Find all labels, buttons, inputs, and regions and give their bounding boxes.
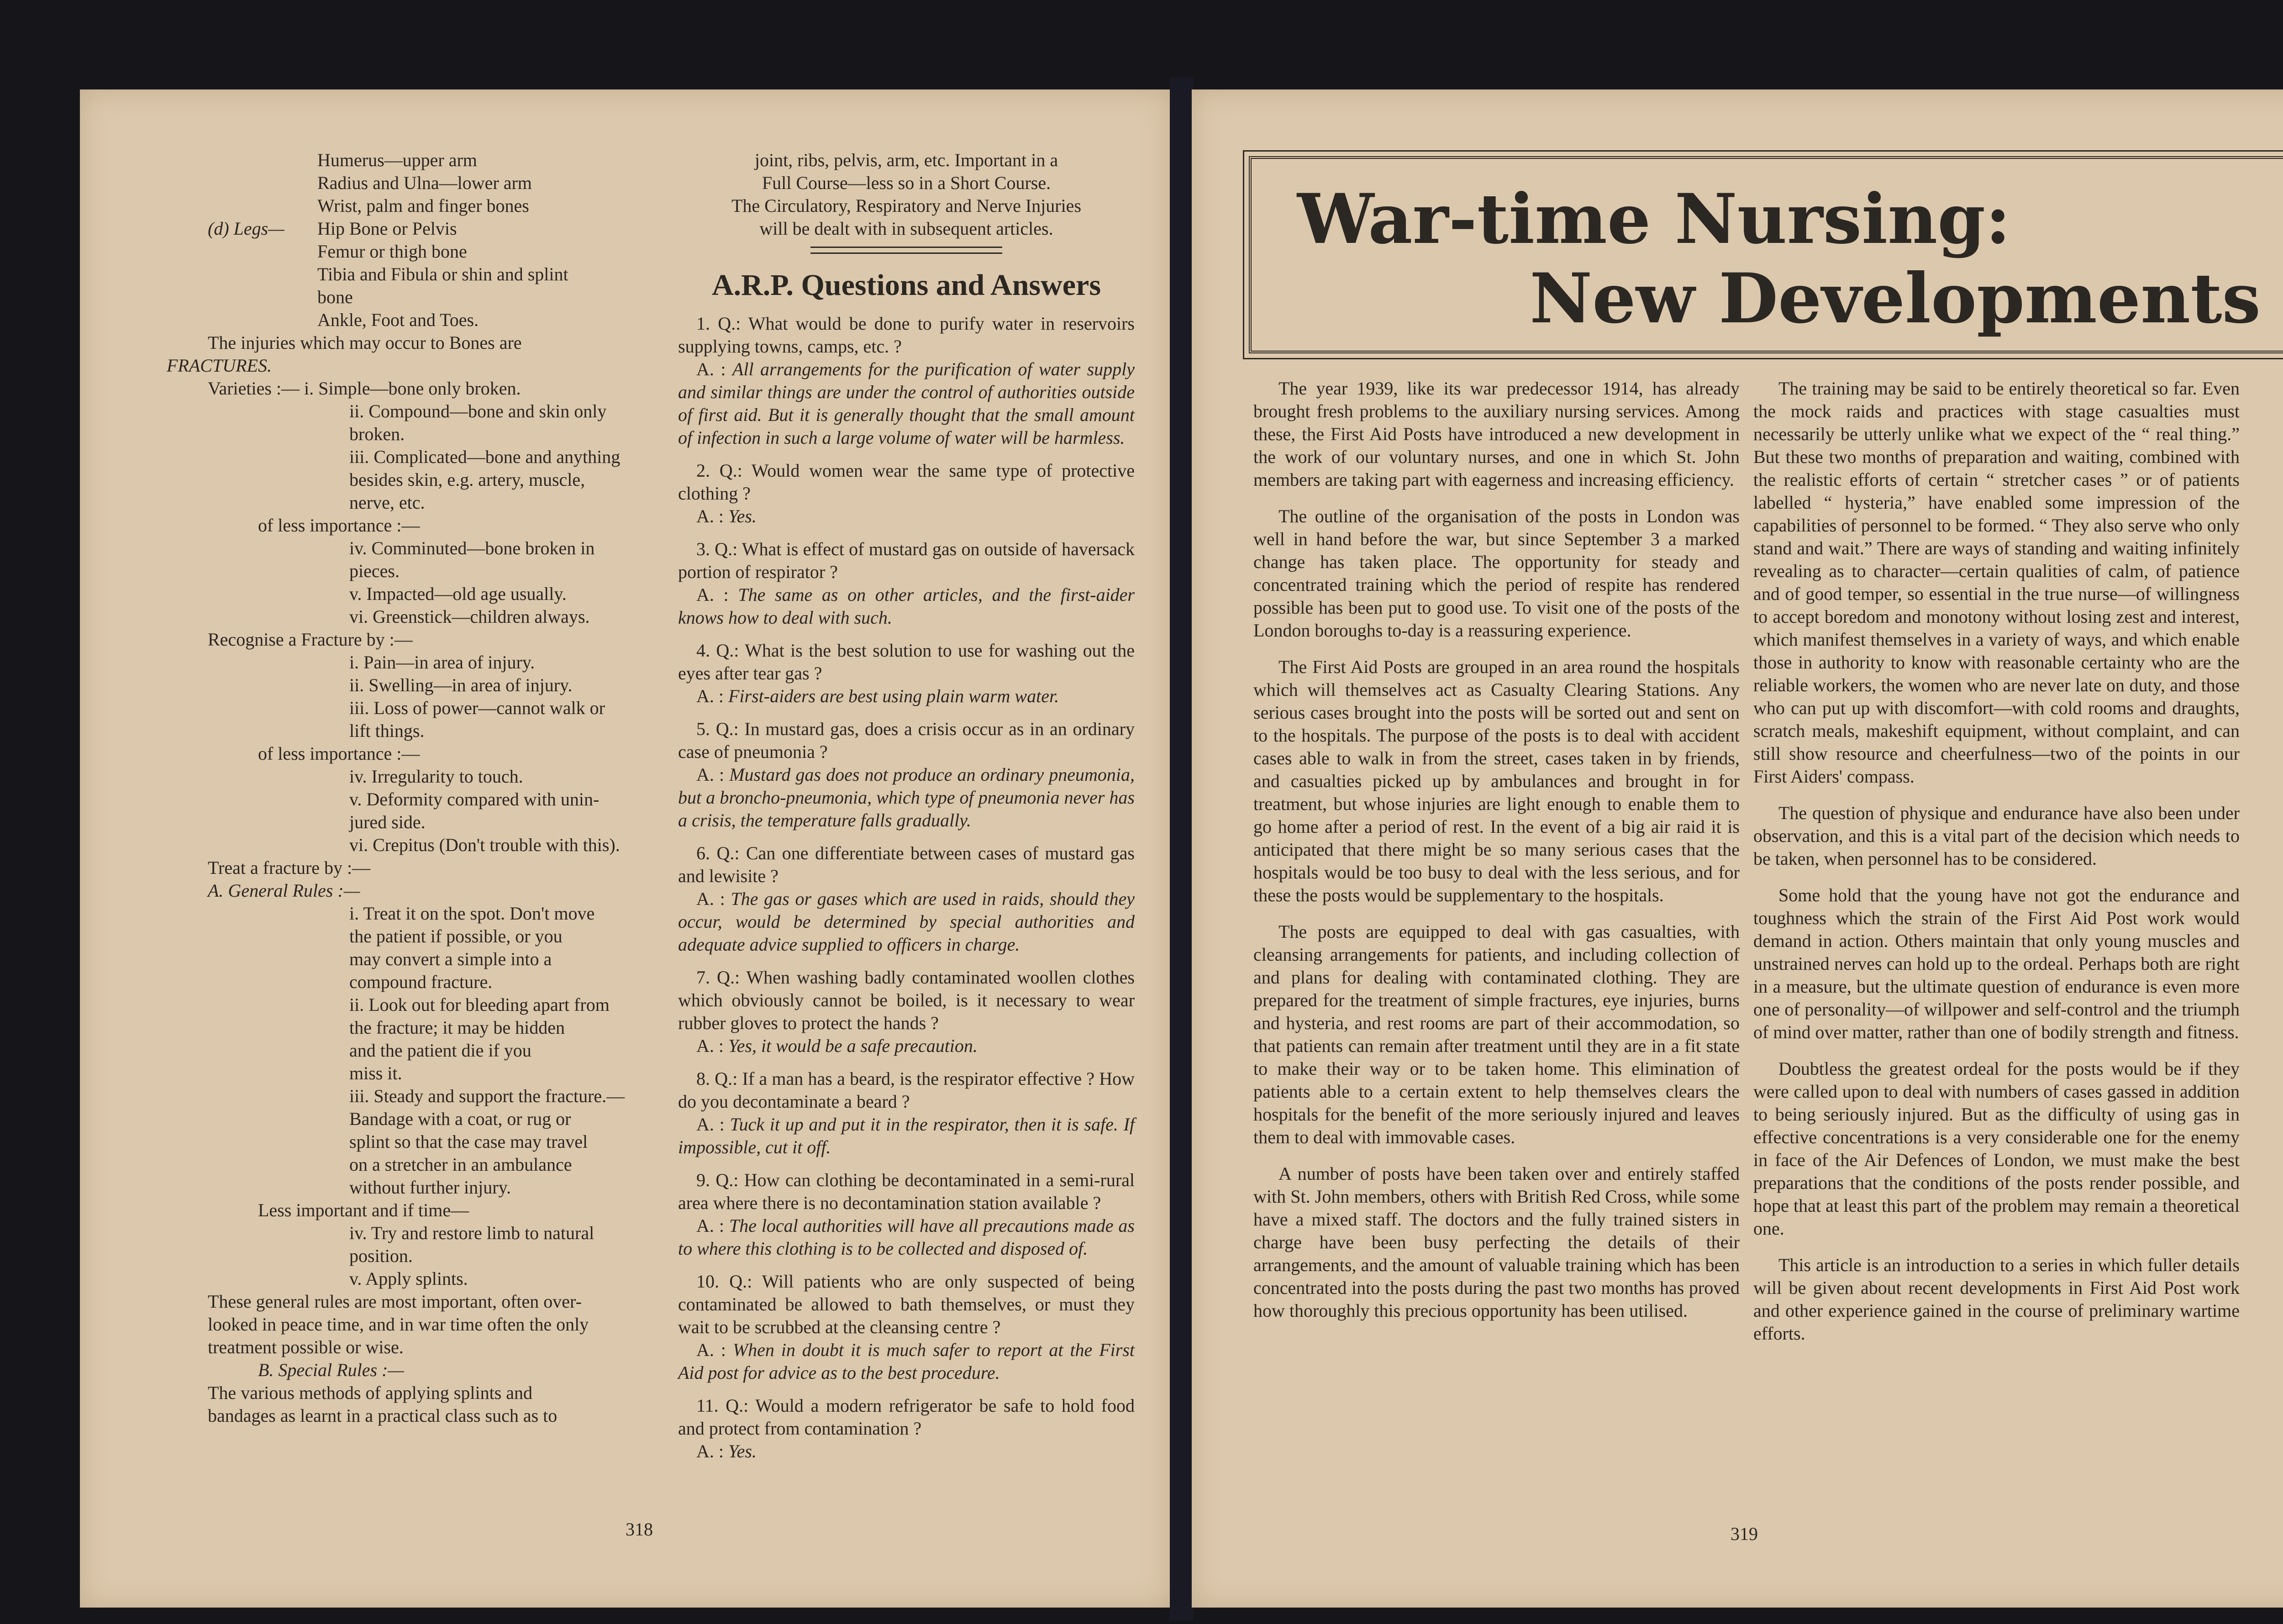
answer-text: First-aiders are best using plain warm water. (728, 686, 1059, 706)
intro-line: The Circulatory, Respiratory and Nerve Injuries (731, 195, 1082, 216)
text-line: splint so that the case may travel (349, 1131, 588, 1152)
text-line: v. Impacted—old age usually. (349, 583, 567, 604)
intro-line: will be dealt with in subsequent articles. (759, 218, 1053, 239)
text-line: i. Treat it on the spot. Don't move (349, 903, 595, 924)
article-paragraph: This article is an introduction to a series in which fuller details will be given about recent developments in First Aid Post work and other experience gained in the course of preliminary wartime efforts. (1753, 1255, 2240, 1344)
text-line: iii. Complicated—bone and anything (349, 447, 621, 467)
article-paragraph: The posts are equipped to deal with gas casualties, with cleansing arrangements for patients, and including collection of and plans for dealing with contaminated clothing. They are prepared for the treatment of simple fractures, eye injuries, burns and hysteria, and rest rooms are part of their accommodation, so that patients can remain after treatment until they are in a fit state to make their way or to be taken home. This elimination of patients able to a certain extent to help themselves clears the hospitals for the benefit of the more seriously injured and leaves them to deal with immovable cases. (1253, 921, 1740, 1147)
answer (678, 1113, 1135, 1159)
answer-prefix: A. : (696, 1340, 733, 1360)
answer-text: Yes, it would be a safe precaution. (728, 1035, 978, 1056)
text-line: bandages as learnt in a practical class such as to (208, 1405, 558, 1426)
text-line: v. Apply splints. (349, 1268, 468, 1289)
article-paragraph: The outline of the organisation of the posts in London was well in hand before the war, but since September 3 a marked change has taken place. The opportunity for steady and concentrated training which the period of respite has rendered possible has been put to good use. To visit one of the posts of the London boroughs to-day is a reassuring experience. (1253, 506, 1740, 641)
text-line: pieces. (349, 561, 400, 581)
answer (678, 505, 1135, 528)
answer-text: The gas or gases which are used in raids, should they occur, would be determined by special authorities and adequate advice supplied to officers in charge. (678, 888, 1135, 955)
text-line: Bandage with a coat, or rug or (349, 1109, 571, 1129)
text-line: without further injury. (349, 1177, 511, 1198)
left-column-arp (678, 149, 1135, 1463)
article-paragraph: The training may be said to be entirely theoretical so far. Even the mock raids and practices with stage casualties must necessarily be utterly unlike what we expect of the “ real thing.” But these two months of preparation and waiting, combined with the realistic efforts of certain “ stretcher cases ” or of patients labelled “ hysteria,” have enabled some impression of the capabilities of personnel to be formed. “ They also serve who only stand and wait.” There are ways of standing and waiting infinitely revealing as to character—certain qualities of calm, of patience and of good temper, so essential in the true nurse—of willingness to accept boredom and monotony without losing zest and interest, which manifest themselves in a variety of ways, and which enable those in authority to know with reasonable certainty who are the reliable workers, the women who are never late on duty, and those who can put up with discomfort—with cold rooms and draughts, scratch meals, makeshift equipment, without complaint, and can still show resource and cheerfulness—two of the points in our First Aiders' compass. (1753, 378, 2240, 787)
article-title-box (1249, 156, 2283, 353)
text-line: A. General Rules :— (208, 880, 360, 901)
text-line: Wrist, palm and finger bones (317, 195, 529, 216)
question: 5. Q.: In mustard gas, does a crisis occur as in an ordinary case of pneumonia ? (678, 719, 1135, 762)
question: 11. Q.: Would a modern refrigerator be safe to hold food and protect from contamination ? (678, 1395, 1135, 1439)
text-line: compound fracture. (349, 972, 493, 992)
text-line: Recognise a Fracture by :— (208, 629, 413, 650)
answer-prefix: A. : (696, 584, 738, 605)
text-line: iv. Comminuted—bone broken in (349, 538, 595, 558)
answer-prefix: A. : (696, 686, 728, 706)
article-paragraph: The question of physique and endurance have also been under observation, and this is a vital part of the decision which needs to be taken, when personnel has to be considered. (1753, 803, 2240, 869)
text-line: treatment possible or wise. (208, 1337, 404, 1357)
article-column-2 (1753, 377, 2240, 1345)
text-line: v. Deformity compared with unin- (349, 789, 600, 809)
answer-text: The local authorities will have all precautions made as to where this clothing is to be collected and disposed of. (678, 1215, 1135, 1259)
answer-prefix: A. : (696, 1441, 728, 1461)
text-line: of less importance :— (258, 743, 420, 764)
answer-text: Yes. (728, 506, 757, 526)
question: 2. Q.: Would women wear the same type of protective clothing ? (678, 460, 1135, 504)
text-line: i. Pain—in area of injury. (349, 652, 535, 673)
text-line: of less importance :— (258, 515, 420, 536)
left-page (80, 89, 1171, 1608)
text-line: B. Special Rules :— (258, 1360, 404, 1380)
text-line: Radius and Ulna—lower arm (317, 173, 532, 193)
text-line (167, 217, 696, 240)
text-line: These general rules are most important, often over- (208, 1291, 582, 1312)
text-line: The various methods of applying splints and (208, 1382, 533, 1403)
question: 1. Q.: What would be done to purify water in reservoirs supplying towns, camps, etc. ? (678, 313, 1135, 357)
text-line: Less important and if time— (258, 1200, 469, 1220)
double-rule (810, 247, 1002, 254)
answer-text: Tuck it up and put it in the respirator, then it is safe. If impossible, cut it off. (678, 1114, 1135, 1157)
text-line: ii. Compound—bone and skin only (349, 401, 607, 421)
article-paragraph: A number of posts have been taken over and entirely staffed with St. John members, others with British Red Cross, while some have a mixed staff. The doctors and the fully trained sisters in charge have been busy perfecting the details of their arrangements, and the amount of valuable training which has been concentrated into the posts during the past two months has proved how thoroughly this precious opportunity has been utilised. (1253, 1163, 1740, 1321)
answer-prefix: A. : (696, 888, 731, 909)
text-line: nerve, etc. (349, 492, 425, 513)
text-line: Tibia and Fibula or shin and splint (317, 264, 568, 284)
article-paragraph: Doubtless the greatest ordeal for the posts would be if they were called upon to deal with numbers of cases gassed in addition to being seriously injured. But as the difficulty of using gas in effective concentrations is a very considerable one for the enemy in face of the Air Defences of London, we must make the best preparations that the conditions of the posts render possible, and hope that at least this part of the problem may remain a theoretical one. (1753, 1058, 2240, 1239)
page-number: 318 (626, 1519, 653, 1540)
page-number: 319 (1731, 1524, 1758, 1544)
answer (678, 888, 1135, 956)
text-line: lift things. (349, 720, 425, 741)
left-column-fractures (167, 149, 696, 1427)
question: 4. Q.: What is the best solution to use for washing out the eyes after tear gas ? (678, 640, 1135, 683)
qa-list (678, 312, 1135, 1463)
text-line: and the patient die if you (349, 1040, 531, 1061)
answer-prefix: A. : (696, 359, 732, 379)
text-line: looked in peace time, and in war time often the only (208, 1314, 589, 1335)
answer (678, 763, 1135, 832)
question: 6. Q.: Can one differentiate between cases of mustard gas and lewisite ? (678, 843, 1135, 886)
text-line: Femur or thigh bone (317, 241, 467, 262)
answer-text: Mustard gas does not produce an ordinary pneumonia, but a broncho-pneumonia, which type of pneumonia never has a crisis, the temperature falls gradually. (678, 764, 1135, 830)
right-page (1192, 89, 2283, 1608)
answer (678, 583, 1135, 629)
article-title-line1: War-time Nursing: (1297, 179, 2011, 259)
text-line: besides skin, e.g. artery, muscle, (349, 469, 585, 490)
line-text: Hip Bone or Pelvis (317, 218, 457, 239)
arp-heading: A.R.P. Questions and Answers (711, 268, 1101, 302)
book-spine (1170, 78, 1194, 1621)
text-line: FRACTURES. (167, 355, 272, 376)
text-line: ii. Look out for bleeding apart from (349, 994, 610, 1015)
answer-prefix: A. : (696, 506, 728, 526)
text-line: iv. Try and restore limb to natural (349, 1223, 594, 1243)
intro-line: joint, ribs, pelvis, arm, etc. Important in a (754, 150, 1058, 170)
text-line: Treat a fracture by :— (208, 857, 371, 878)
answer-prefix: A. : (696, 1215, 729, 1236)
answer (678, 1214, 1135, 1260)
text-line: vi. Crepitus (Don't trouble with this). (349, 835, 620, 855)
answer (678, 1035, 1135, 1057)
question: 10. Q.: Will patients who are only suspected of being contaminated be allowed to bath themselves, or must they wait to be scrubbed at the cleansing centre ? (678, 1271, 1135, 1337)
question: 9. Q.: How can clothing be decontaminated in a semi-rural area where there is no decontamination station available ? (678, 1170, 1135, 1213)
article-title-line2: New Developments (1530, 258, 2261, 339)
text-line: iii. Steady and support the fracture.— (349, 1086, 625, 1106)
text-line: bone (317, 287, 353, 307)
answer (678, 685, 1135, 708)
text-line: iii. Loss of power—cannot walk or (349, 698, 605, 718)
answer (678, 358, 1135, 449)
text-line: position. (349, 1246, 413, 1266)
article-paragraph: The First Aid Posts are grouped in an area round the hospitals which will themselves act as Casualty Clearing Stations. Any serious cases brought into the posts will be sorted out and sent on to the hospitals. The purpose of the posts is to deal with accident cases able to walk in from the street, cases taken in by friends, and casualties picked up by ambulances and brought in for treatment, but whose injuries are light enough to enable them to go home after a period of rest. In the event of a big air raid it is anticipated that there might be so many serious cases that the hospitals would be too busy to deal with the less serious, and for these the posts would be supplementary to the hospitals. (1253, 657, 1740, 905)
text-line: Varieties :— i. Simple—bone only broken. (208, 378, 521, 399)
answer-text: When in doubt it is much safer to report at the First Aid post for advice as to the best procedure. (678, 1340, 1135, 1383)
answer-text: All arrangements for the purification of water supply and similar things are under the control of authorities outside of first aid. But it is generally thought that the small amount of infection in such a large volume of water will be harmless. (678, 359, 1135, 448)
article-paragraph: Some hold that the young have not got the endurance and toughness which the strain of the First Aid Post work would demand in action. Others maintain that only young muscles and unstrained nerves can hold up to the ordeal. Perhaps both are right in a measure, but the ultimate question of endurance is even more one of personality—of willpower and self-control and the triumph of mind over matter, rather than one of bodily strength and fitness. (1753, 885, 2240, 1042)
answer-text: Yes. (728, 1441, 757, 1461)
text-line: The injuries which may occur to Bones are (208, 332, 522, 353)
text-line: on a stretcher in an ambulance (349, 1154, 572, 1175)
article-column-1 (1253, 377, 1740, 1322)
answer-prefix: A. : (696, 1035, 728, 1056)
intro-line: Full Course—less so in a Short Course. (762, 173, 1051, 193)
answer (678, 1339, 1135, 1384)
text-line: broken. (349, 424, 405, 444)
question: 3. Q.: What is effect of mustard gas on outside of haversack portion of respirator ? (678, 539, 1135, 582)
text-line: vi. Greenstick—children always. (349, 606, 590, 627)
text-line: Humerus—upper arm (317, 150, 477, 170)
article-paragraph: The year 1939, like its war predecessor 1914, has already brought fresh problems to the auxiliary nursing services. Among these, the First Aid Posts have introduced a new development in the work of our voluntary nurses, and one in which St. John members are taking part with eagerness and increasing efficiency. (1253, 378, 1740, 490)
text-line: Ankle, Foot and Toes. (317, 310, 479, 330)
text-line: jured side. (349, 812, 426, 832)
text-line: the patient if possible, or you (349, 926, 563, 946)
text-line: iv. Irregularity to touch. (349, 766, 523, 787)
line-label: (d) Legs— (208, 218, 284, 239)
question: 8. Q.: If a man has a beard, is the respirator effective ? How do you decontaminate a beard ? (678, 1068, 1135, 1112)
intro-paragraph (678, 149, 1135, 240)
answer-prefix: A. : (696, 764, 730, 785)
answer (678, 1440, 1135, 1463)
text-line: miss it. (349, 1063, 402, 1083)
question: 7. Q.: When washing badly contaminated woollen clothes which obviously cannot be boiled, is it necessary to wear rubber gloves to protect the hands ? (678, 967, 1135, 1033)
text-line: may convert a simple into a (349, 949, 552, 969)
text-line: ii. Swelling—in area of injury. (349, 675, 573, 695)
text-line: the fracture; it may be hidden (349, 1017, 565, 1038)
answer-prefix: A. : (696, 1114, 730, 1135)
answer-text: The same as on other articles, and the first-aider knows how to deal with such. (678, 584, 1135, 628)
